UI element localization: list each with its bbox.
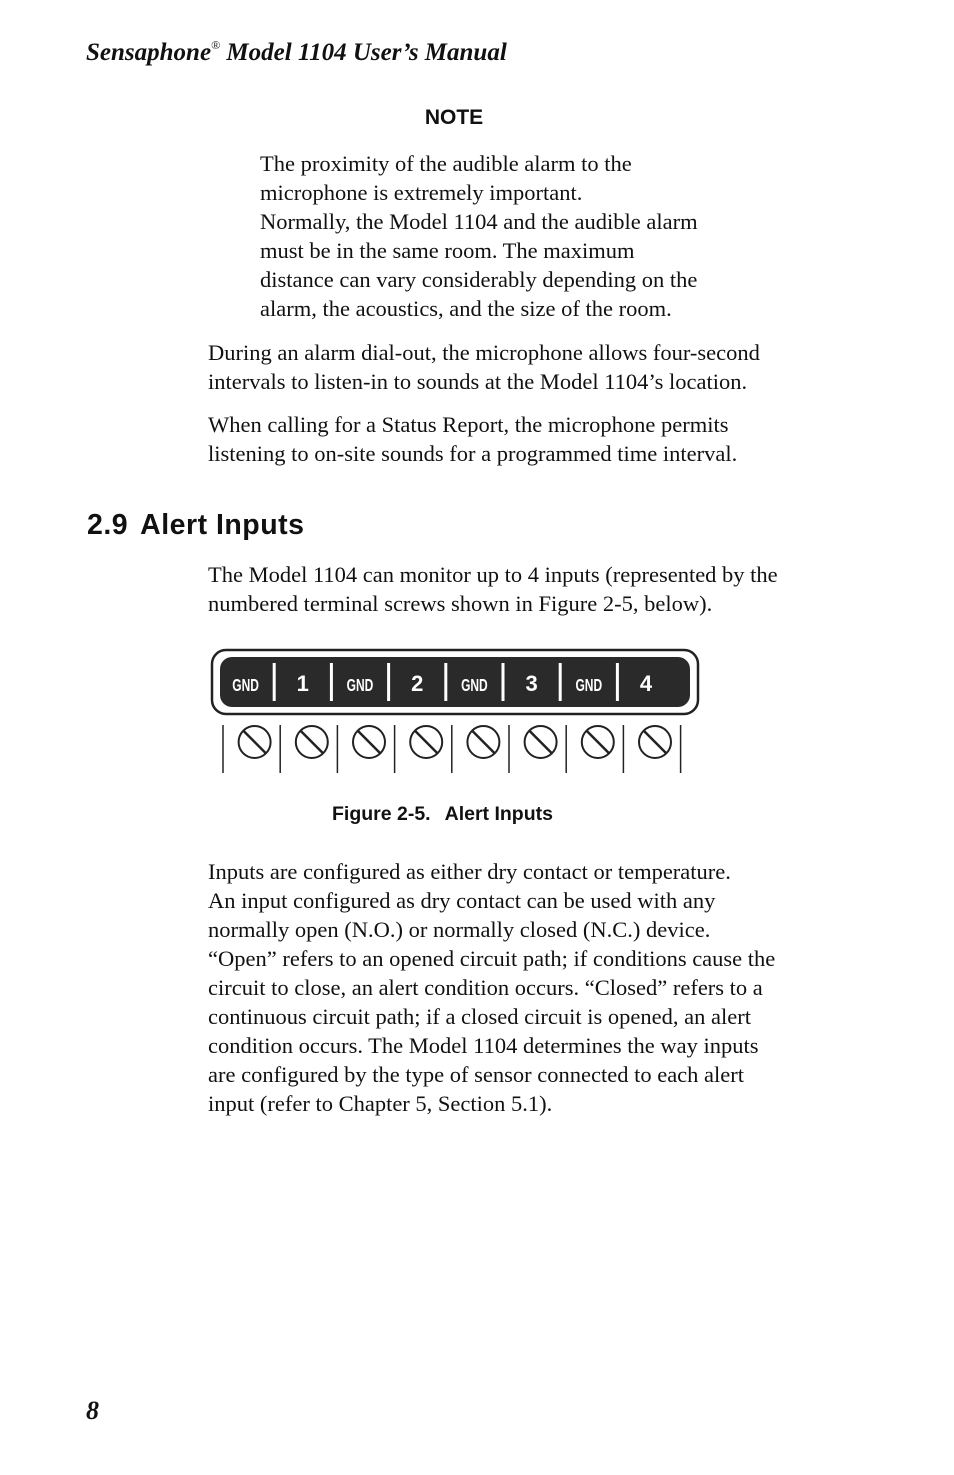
- section-number: 2.9: [87, 509, 129, 541]
- note-title: NOTE: [424, 106, 484, 129]
- paragraph-line: are configured by the type of sensor connected to each alert: [208, 1062, 745, 1087]
- paragraph-line: During an alarm dial-out, the microphone allows four-second: [208, 340, 760, 365]
- terminal-label-input: 1: [296, 671, 309, 696]
- header-brand: Sensaphone: [86, 39, 212, 66]
- terminal-label-gnd: GND: [346, 677, 374, 696]
- registered-mark: ®: [211, 38, 221, 52]
- terminal-label-input: 4: [639, 671, 653, 696]
- note-line: The proximity of the audible alarm to the: [260, 151, 632, 176]
- section-title: Alert Inputs: [140, 509, 305, 541]
- note-line: must be in the same room. The maximum: [260, 238, 635, 263]
- figure-caption-text: Alert Inputs: [444, 803, 553, 825]
- paragraph-line: input (refer to Chapter 5, Section 5.1).: [208, 1091, 553, 1116]
- paragraph-line: An input configured as dry contact can be used with any: [208, 888, 716, 913]
- section-intro: [208, 560, 778, 618]
- paragraph-line: “Open” refers to an opened circuit path; if conditions cause the: [208, 946, 776, 971]
- header-title: Model 1104 User’s Manual: [220, 39, 507, 66]
- terminal-strip-diagram: [205, 645, 705, 780]
- paragraph-line: intervals to listen-in to sounds at the Model 1104’s location.: [208, 369, 748, 394]
- figure-caption: [332, 803, 553, 826]
- paragraph-line: circuit to close, an alert condition occurs. “Closed” refers to a: [208, 975, 763, 1000]
- terminal-label-gnd: GND: [461, 677, 488, 696]
- section-heading: [87, 509, 304, 542]
- paragraph-line: condition occurs. The Model 1104 determines the way inputs: [208, 1033, 759, 1058]
- inputs-body-paragraph: [208, 857, 775, 1118]
- note-line: alarm, the acoustics, and the size of the room.: [260, 296, 672, 321]
- paragraph-line: Inputs are configured as either dry contact or temperature.: [208, 859, 731, 884]
- paragraph-line: listening to on-site sounds for a programmed time interval.: [208, 441, 738, 466]
- note-line: distance can vary considerably depending on the: [260, 267, 698, 292]
- paragraph-line: continuous circuit path; if a closed circuit is opened, an alert: [208, 1004, 751, 1029]
- label-strip: [220, 657, 690, 707]
- running-header: [86, 38, 507, 67]
- note-body: [260, 149, 760, 323]
- note-line: microphone is extremely important.: [260, 180, 583, 205]
- note-line: Normally, the Model 1104 and the audible alarm: [260, 209, 698, 234]
- paragraph-line: normally open (N.O.) or normally closed (N.C.) device.: [208, 917, 711, 942]
- terminal-label-input: 3: [525, 671, 538, 696]
- status-report-paragraph: [208, 410, 737, 468]
- terminal-label-gnd: GND: [575, 677, 603, 696]
- paragraph-line: The Model 1104 can monitor up to 4 inputs (represented by the: [208, 562, 778, 587]
- figure-caption-number: Figure 2-5.: [332, 803, 431, 825]
- dialout-paragraph: [208, 338, 760, 396]
- paragraph-line: numbered terminal screws shown in Figure 2-5, below).: [208, 591, 713, 616]
- page-number: 8: [86, 1396, 99, 1425]
- terminal-label-input: 2: [411, 671, 424, 696]
- terminal-label-gnd: GND: [232, 677, 259, 696]
- paragraph-line: When calling for a Status Report, the microphone permits: [208, 412, 729, 437]
- terminal-strip-figure: [205, 645, 705, 780]
